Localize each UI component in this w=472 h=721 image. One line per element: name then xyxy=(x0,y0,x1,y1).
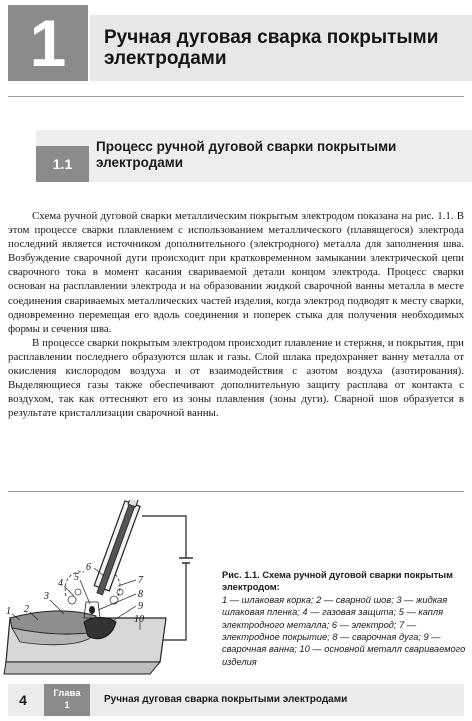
chapter-number: 1 xyxy=(8,5,88,81)
figure-label: 4 xyxy=(58,578,63,589)
section-number: 1.1 xyxy=(36,146,89,182)
chapter-tag-number: 1 xyxy=(64,700,70,711)
chapter-tag xyxy=(44,684,90,716)
paragraph: В процессе сварки покрытым электродом происходит плавление и стержня, и покрытия, при расплавлении последнего образуются шлак и газы. Слой шлака предохраняет ванну металла от окисления кислородом воздуха и от взаимодействия с азотом воздуха (азотирования). Выделяющиеся газы также обеспечивают дополнительную защиту расплава от контакта с воздухом, так как оттесняют его из зоны плавления (зоны дуги). Сварной шов образуется в результате кристаллизации сварочной ванны. xyxy=(8,336,464,420)
figure-label: 10 xyxy=(134,614,144,625)
figure-label: 6 xyxy=(86,562,91,573)
figure-label: 3 xyxy=(44,591,49,602)
welding-diagram xyxy=(0,500,222,682)
running-title: Ручная дуговая сварка покрытыми электродами xyxy=(104,694,348,705)
figure-divider xyxy=(8,491,464,492)
figure-caption-title: Рис. 1.1. Схема ручной дуговой сварки покрытым электродом: xyxy=(222,570,453,593)
section-title: Процесс ручной дуговой сварки покрытыми электродами xyxy=(96,139,397,170)
figure-label: 7 xyxy=(138,575,143,586)
figure-label: 8 xyxy=(138,589,143,600)
figure-label: 1 xyxy=(6,606,11,617)
page-number: 4 xyxy=(19,692,27,708)
figure-caption-legend: 1 — шлаковая корка; 2 — сварной шов; 3 — жидкая шлаковая пленка; 4 — газовая защита; 5 — капля электродного металла; 6 — электрод; 7 — электродное покрытие; 8 — сварочная дуга; 9 — сварочная ванна; 10 — основной металл свариваемого изделия xyxy=(222,594,466,667)
figure-caption xyxy=(222,569,466,668)
figure-label: 2 xyxy=(24,604,29,615)
chapter-word: Глава xyxy=(53,688,81,699)
paragraph: Схема ручной дуговой сварки металлическим покрытым электродом показана на рис. 1.1. В этом процессе сварки плавлением с использованием металлического (плавящегося) электрода последний является источником дополнительного (электродного) металла для заполнения шва. Возбуждение сварочной дуги происходит при кратковременном замыкании электрической цепи сварочного тока в момент касания свариваемой детали концом электрода. Процесс сварки основан на расплавлении электрода и на образовании жидкой сварочной ванны металла в месте соединения свариваемых металлических частей изделия, когда электрод подводят к месту сварки, одновременно перемещая его вдоль соединения и поперек стыка для получения необходимых формы и сечения шва. xyxy=(8,210,464,335)
figure-label: 9 xyxy=(138,601,143,612)
figure-label: 5 xyxy=(74,572,79,583)
body-text xyxy=(8,209,464,420)
chapter-title: Ручная дуговая сварка покрытыми электродами xyxy=(104,27,439,69)
divider xyxy=(8,96,464,97)
